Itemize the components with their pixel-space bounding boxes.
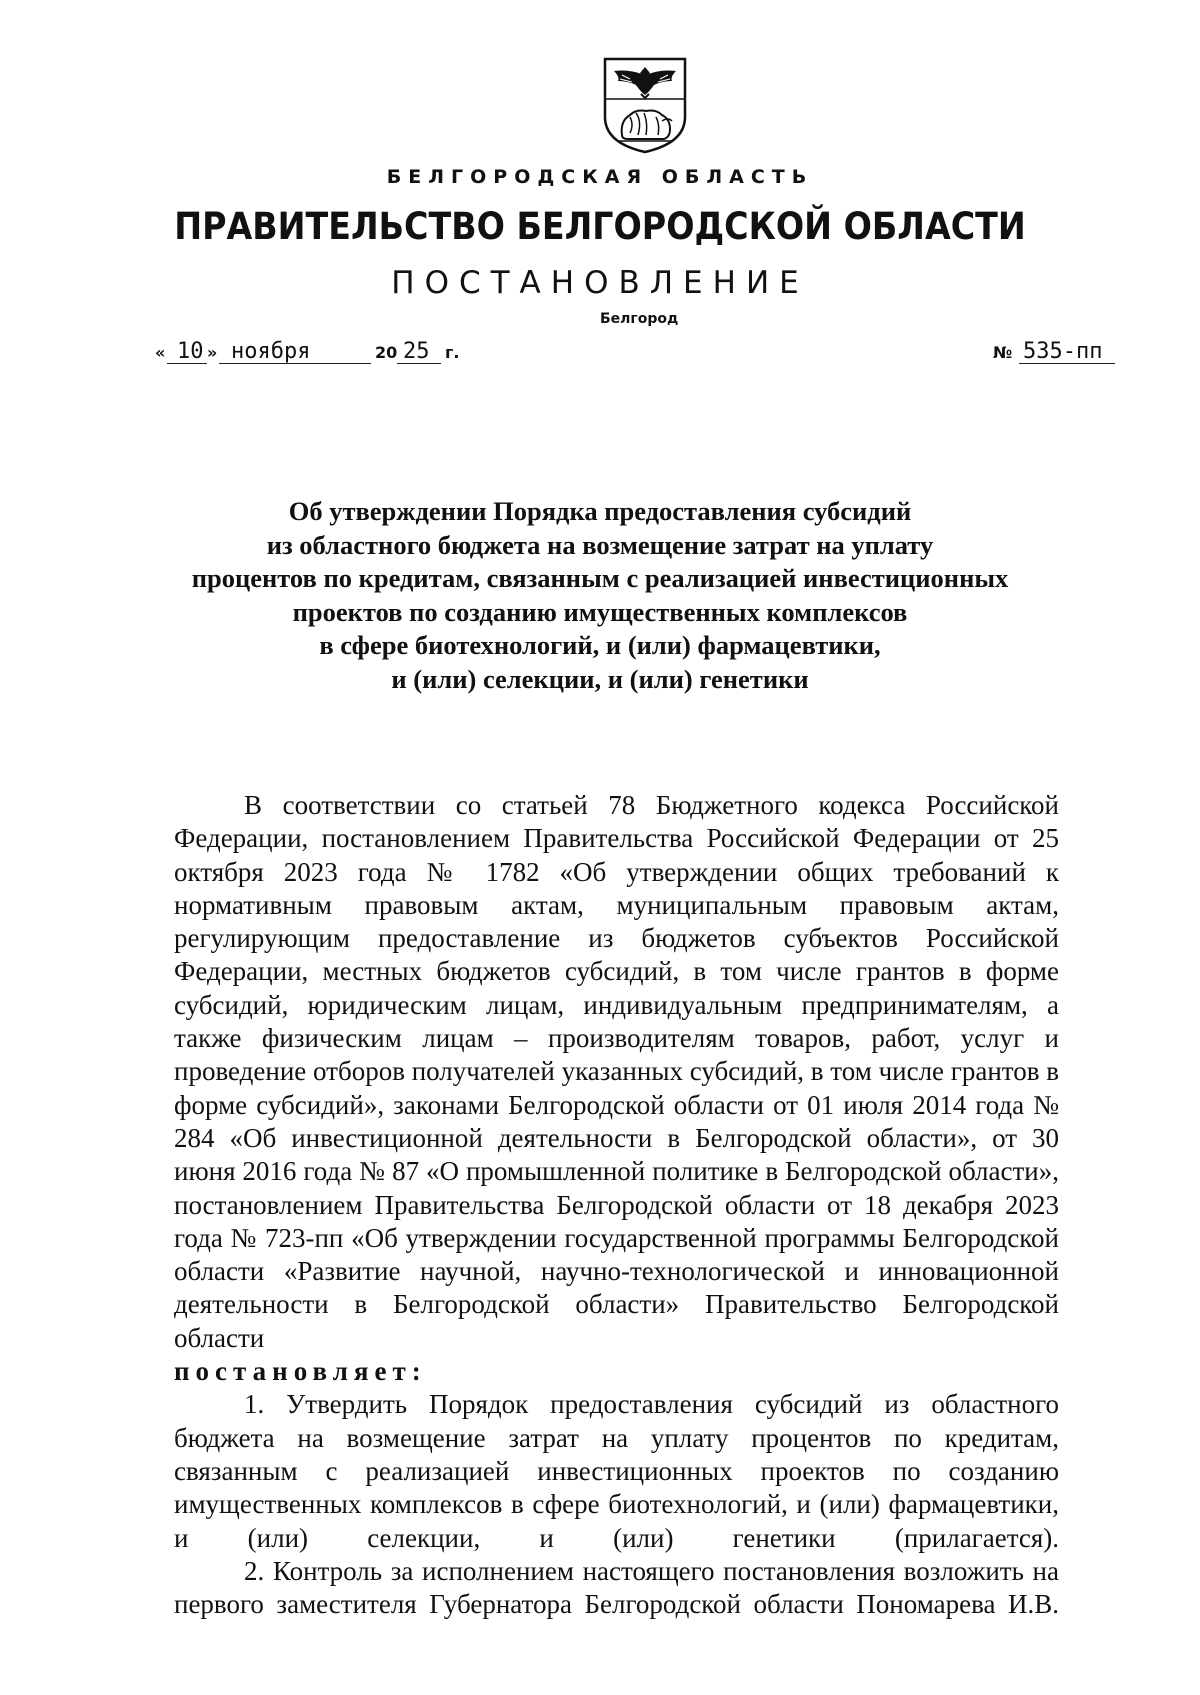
number-prefix: № — [993, 343, 1013, 362]
date-open-quote: « — [155, 343, 166, 362]
document-body — [174, 789, 1059, 1621]
coat-of-arms-emblem — [600, 55, 690, 155]
title-line: Об утверждении Порядка предоставления субсидий — [288, 496, 912, 526]
resolves-line — [174, 1355, 1059, 1388]
title-line: процентов по кредитам, связанным с реализацией инвестиционных — [191, 563, 1009, 593]
title-line: и (или) селекции, и (или) генетики — [391, 663, 809, 694]
date-year-prefix: 20 — [375, 343, 398, 362]
date-year-mark: г. — [445, 343, 460, 362]
document-title — [180, 495, 1020, 696]
document-number: 535-пп — [1023, 339, 1103, 364]
government-name: ПРАВИТЕЛЬСТВО БЕЛГОРОДСКОЙ ОБЛАСТИ — [174, 205, 1026, 248]
title-line: из областного бюджета на возмещение затрат на уплату — [266, 529, 934, 560]
region-name: БЕЛГОРОДСКАЯ ОБЛАСТЬ — [386, 166, 814, 188]
item-1-paragraph: 1. Утвердить Порядок предоставления субсидий из областного бюджета на возмещение затрат на уплату процентов по кредитам, связанным с реализацией инвестиционных проектов по созданию имущественных комплексов в сфере биотехнологий, и (или) фармацевтики, и (или) селекции, и (или) генетики (прилагается). — [174, 1389, 1059, 1553]
date-number-line — [155, 336, 1115, 370]
date-year-suffix: 25 — [403, 339, 430, 364]
preamble-paragraph: В соответствии со статьей 78 Бюджетного кодекса Российской Федерации, постановлением Правительства Российской Федерации от 25 октября 2023 года № 1782 «Об утверждении общих требований к нормативным правовым актам, муниципальным правовым актам, регулирующим предоставление из бюджетов субъектов Российской Федерации, местных бюджетов субсидий, в том числе грантов в форме субсидий, юридическим лицам, индивидуальным предпринимателям, а также физическим лицам – производителям товаров, работ, услуг и проведение отборов получателей указанных субсидий, в том числе грантов в форме субсидий», законами Белгородской области от 01 июля 2014 года № 284 «Об инвестиционной деятельности в Белгородской области», от 30 июня 2016 года № 87 «О промышленной политике в Белгородской области», постановлением Правительства Белгородской области от 18 декабря 2023 года № 723-пп «Об утверждении государственной программы Белгородской области «Развитие научной, научно-технологической и инновационной деятельности в Белгородской области» Правительство Белгородской области — [174, 790, 1059, 1353]
resolves-word: постановляет: — [174, 1356, 427, 1387]
date-day: 10 — [177, 339, 204, 364]
item-2-paragraph: 2. Контроль за исполнением настоящего постановления возложить на первого заместителя Губернатора Белгородской области Пономарева И.В. — [174, 1555, 1059, 1620]
date-close-quote: » — [207, 343, 218, 362]
title-line: в сфере биотехнологий, и (или) фармацевтики, — [319, 630, 881, 660]
title-line: проектов по созданию имущественных комплексов — [292, 596, 908, 627]
city-name: Белгород — [600, 311, 679, 327]
document-type: ПОСТАНОВЛЕНИЕ — [391, 265, 809, 301]
date-month: ноября — [231, 339, 311, 364]
